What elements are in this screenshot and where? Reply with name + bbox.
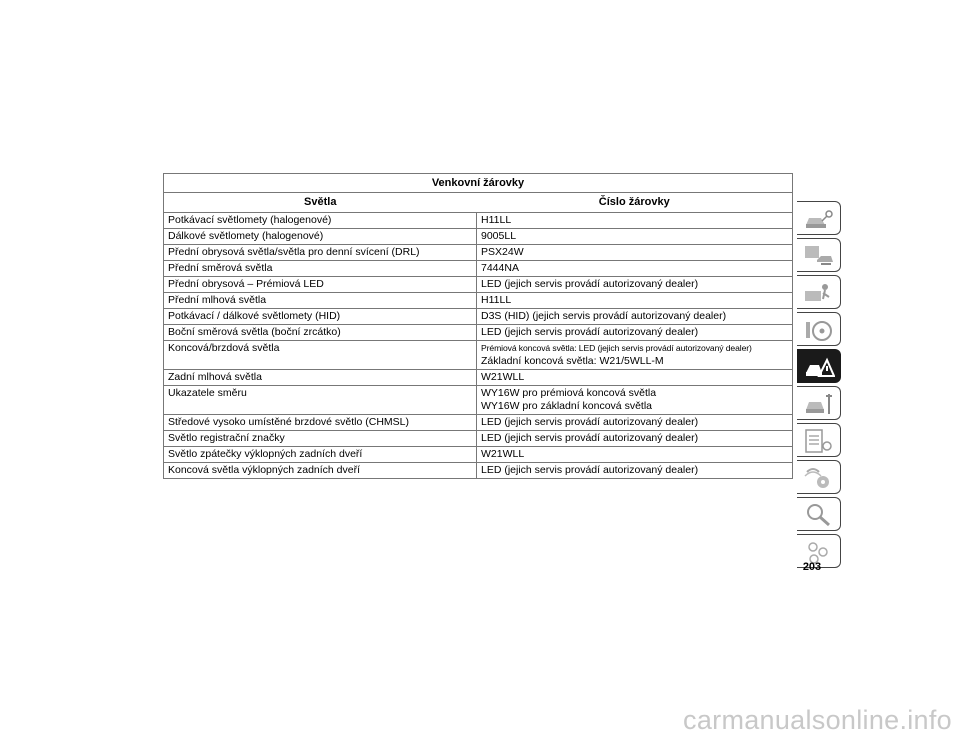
table-row — [164, 431, 793, 447]
light-name: Potkávací / dálkové světlomety (HID) — [164, 309, 477, 325]
light-name: Zadní mlhová světla — [164, 370, 477, 386]
table-title: Venkovní žárovky — [164, 174, 793, 193]
tab-multimedia[interactable] — [797, 460, 841, 494]
bulb-number: H11LL — [477, 213, 793, 229]
table-row — [164, 213, 793, 229]
light-name: Boční směrová světla (boční zrcátko) — [164, 325, 477, 341]
bulb-number: W21WLL — [477, 370, 793, 386]
car-key-icon — [803, 205, 835, 233]
tab-in-case-of-emergency[interactable] — [797, 349, 841, 383]
bulb-number: W21WLL — [477, 447, 793, 463]
bulb-number: LED (jejich servis provádí autorizovaný dealer) — [477, 463, 793, 479]
bulb-number: H11LL — [477, 293, 793, 309]
table-row — [164, 341, 793, 370]
bulb-number: PSX24W — [477, 245, 793, 261]
bulb-number — [477, 386, 793, 415]
table-row — [164, 245, 793, 261]
spec-list-icon — [803, 427, 835, 455]
table-row — [164, 325, 793, 341]
tab-safety[interactable] — [797, 275, 841, 309]
bulb-number: 7444NA — [477, 261, 793, 277]
hazard-car-icon — [803, 353, 835, 381]
bulb-number: LED (jejich servis provádí autorizovaný dealer) — [477, 325, 793, 341]
light-name: Potkávací světlomety (halogenové) — [164, 213, 477, 229]
light-name: Dálkové světlomety (halogenové) — [164, 229, 477, 245]
table-row — [164, 370, 793, 386]
watermark: carmanualsonline.info — [683, 705, 952, 735]
table-row — [164, 386, 793, 415]
table-row — [164, 261, 793, 277]
exterior-bulbs-table — [163, 173, 793, 479]
search-index-icon — [803, 501, 835, 529]
multimedia-icon — [803, 464, 835, 492]
bulb-number-basic: Základní koncová světla: W21/5WLL-M — [481, 355, 664, 367]
light-name: Přední obrysová – Prémiová LED — [164, 277, 477, 293]
bulb-number-basic: WY16W pro základní koncová světla — [481, 400, 652, 412]
column-header-bulb-number: Číslo žárovky — [477, 193, 793, 213]
light-name: Přední směrová světla — [164, 261, 477, 277]
airbag-icon — [803, 279, 835, 307]
bulb-number: 9005LL — [477, 229, 793, 245]
bulb-number-premium: WY16W pro prémiová koncová světla — [481, 387, 657, 399]
tab-instrument-panel[interactable] — [797, 238, 841, 272]
table-row — [164, 309, 793, 325]
light-name: Světlo zpátečky výklopných zadních dveří — [164, 447, 477, 463]
tab-index[interactable] — [797, 497, 841, 531]
table-row — [164, 415, 793, 431]
bulb-number — [477, 341, 793, 370]
light-name: Přední mlhová světla — [164, 293, 477, 309]
light-name: Přední obrysová světla/světla pro denní svícení (DRL) — [164, 245, 477, 261]
light-name: Ukazatele směru — [164, 386, 477, 415]
table-row — [164, 293, 793, 309]
table-row — [164, 277, 793, 293]
table-row — [164, 447, 793, 463]
steering-wheel-icon — [803, 316, 835, 344]
bulb-number: LED (jejich servis provádí autorizovaný dealer) — [477, 277, 793, 293]
table-row — [164, 463, 793, 479]
page-number: 203 — [802, 561, 822, 573]
car-wrench-icon — [803, 390, 835, 418]
table-row — [164, 229, 793, 245]
light-name: Koncová světla výklopných zadních dveří — [164, 463, 477, 479]
column-header-lights: Světla — [164, 193, 477, 213]
bulb-number-premium: Prémiová koncová světla: LED (jejich servis provádí autorizovaný dealer) — [481, 343, 752, 353]
light-name: Koncová/brzdová světla — [164, 341, 477, 370]
light-name: Středové vysoko umístěné brzdové světlo (CHMSL) — [164, 415, 477, 431]
tab-servicing-maintenance[interactable] — [797, 386, 841, 420]
car-message-icon — [803, 242, 835, 270]
bulb-number: D3S (HID) (jejich servis provádí autorizovaný dealer) — [477, 309, 793, 325]
tab-starting-operating[interactable] — [797, 312, 841, 346]
tab-getting-to-know[interactable] — [797, 201, 841, 235]
chapter-tab-strip — [797, 201, 841, 571]
bulb-number: LED (jejich servis provádí autorizovaný dealer) — [477, 415, 793, 431]
light-name: Světlo registrační značky — [164, 431, 477, 447]
bulb-number: LED (jejich servis provádí autorizovaný dealer) — [477, 431, 793, 447]
tab-technical-specifications[interactable] — [797, 423, 841, 457]
